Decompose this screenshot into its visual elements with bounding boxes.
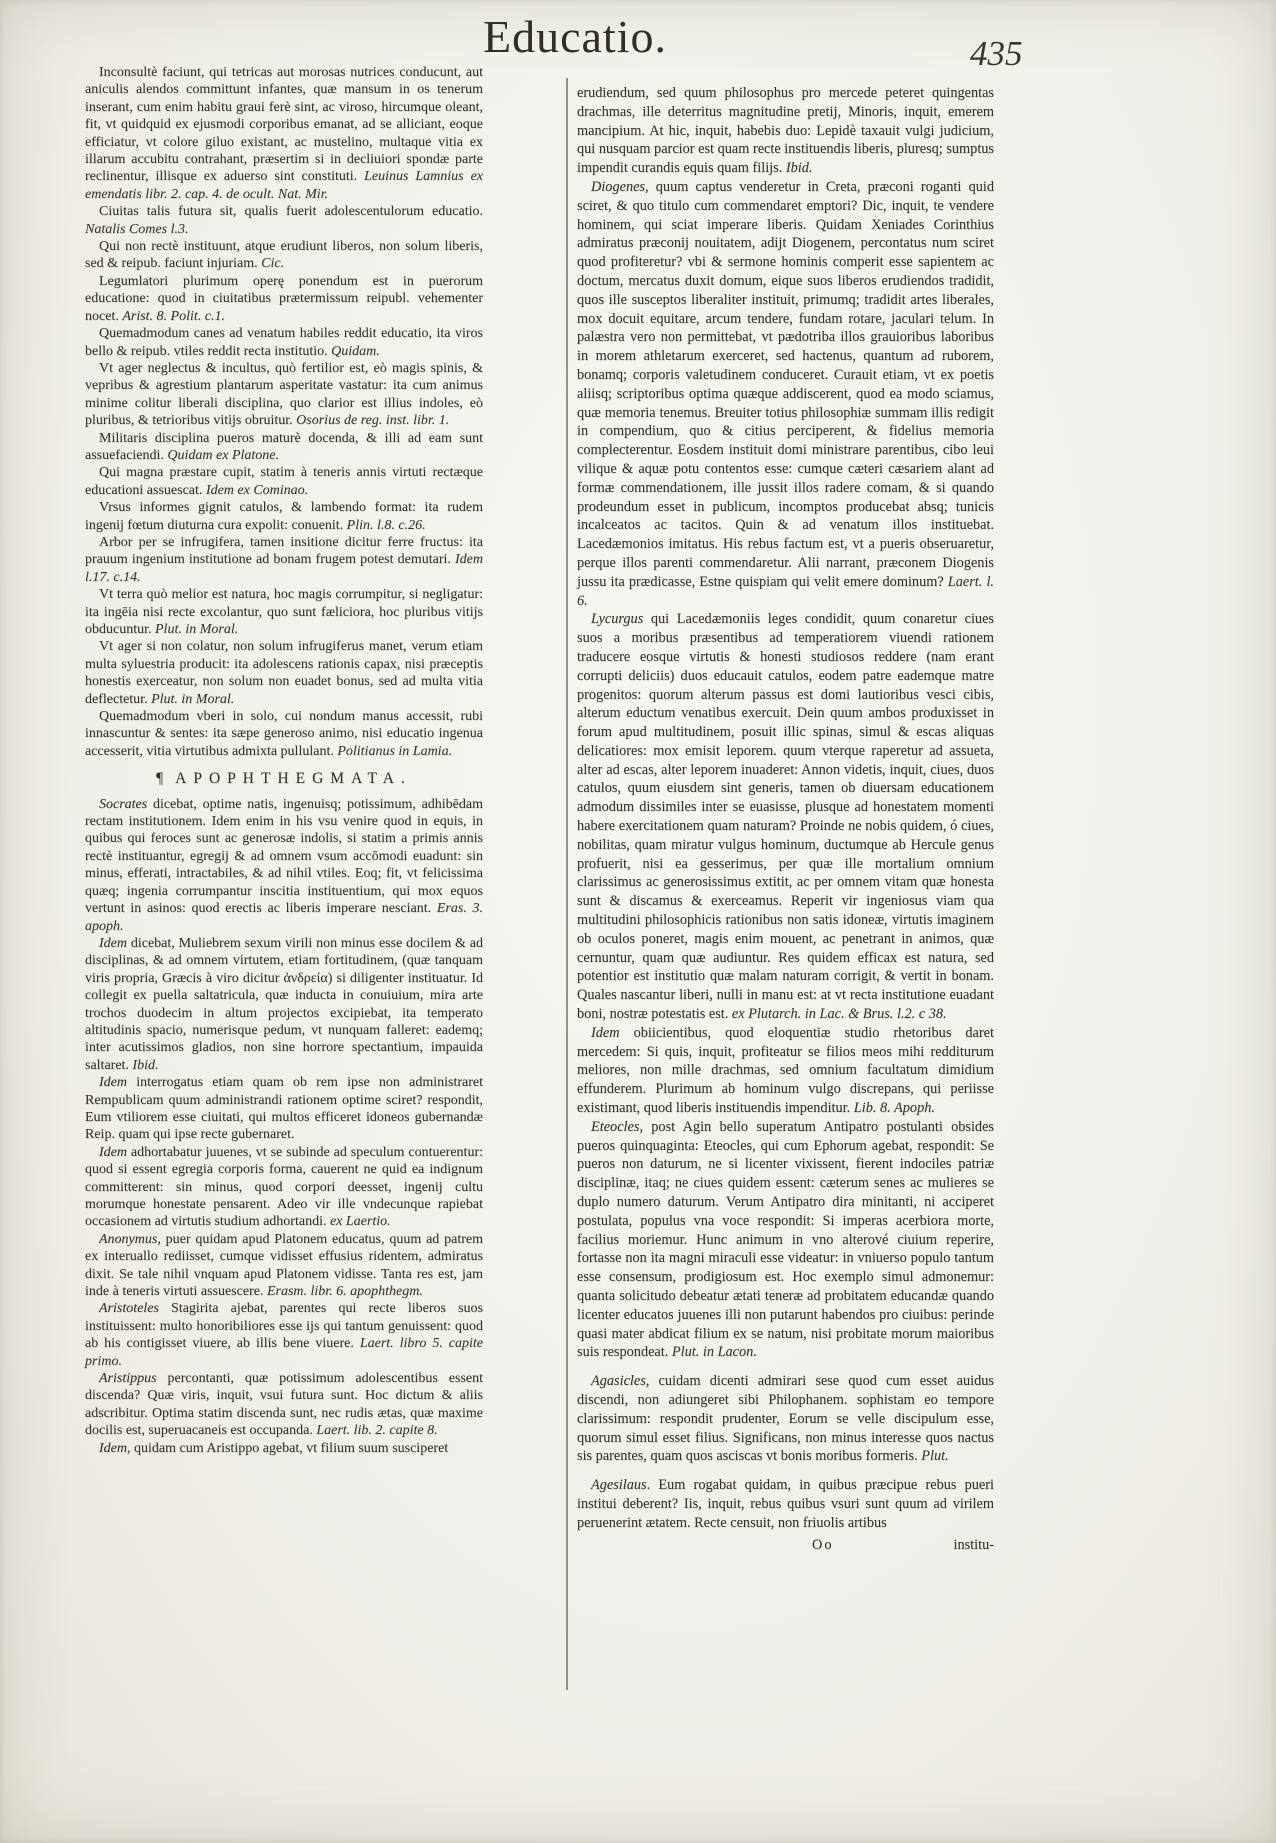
citation: Lib. 8. Apoph.: [853, 1100, 935, 1117]
paragraph: Agesilaus. Eum rogabat quidam, in quibus præcipue rebus pueri institui deberent? Iis, inquit, rebus quibus vsuri sunt quum ad virilem peruenerint ætatem. Recte censuit, non friuolis artibus: [577, 1477, 994, 1531]
lead-word: Diogenes: [591, 178, 645, 195]
paragraph: Ciuitas talis futura sit, qualis fuerit adolescentulorum educatio. Natalis Comes l.3.: [85, 204, 483, 237]
section-heading-text: APOPHTHEGMATA.: [175, 770, 412, 788]
citation: ex Plutarch. in Lac. & Brus. l.2. c 38.: [731, 1006, 947, 1023]
paragraph: Vt ager si non colatur, non solum infrugiferus manet, verum etiam multa syluestria producit: ita adolescens rationis capax, nisi præceptis honestis exerceatur, non solum non euadet bonus, sed ad multa vitia deflectetur. Plut. in Moral.: [85, 639, 483, 707]
citation: Politianus in Lamia.: [337, 743, 453, 759]
section-heading: [85, 770, 483, 787]
pilcrow-mark: ¶: [156, 770, 164, 788]
citation: Laert. libro 5. capite primo.: [85, 1336, 483, 1369]
lead-word: Socrates: [99, 796, 148, 812]
paragraph: Inconsultè faciunt, qui tetricas aut morosas nutrices conducunt, aut aniculis alendos committunt infantes, quæ mansum in os tenerum inserant, cum enim habitu graui ferè sint, ac viroso, hircumque oleant, fit, vt quidquid ex ejusmodi corporibus emanat, ad se alliciant, eoque efficiatur, vt colore giluo existant, ac mustelino, multaque vitia ex illarum accubitu contrahant, præsertim si in decliuiori spondæ parte reclinentur, illisque ex aduerso sint constituti. Leuinus Lamnius ex emendatis libr. 2. cap. 4. de ocult. Nat. Mir.: [85, 65, 483, 202]
paragraph: Vrsus informes gignit catulos, & lambendo format: ita rudem ingenij fœtum diuturna cura expolit: conuenit. Plin. l.8. c.26.: [85, 500, 483, 533]
paragraph: Agasicles, cuidam dicenti admirari sese quod cum esset auidus discendi, non adiungeret sibi Philophanem. sophistam eo tempore clarissimum: respondit prudenter, Eorum se velle discipulum esse, quorum simul esset filius. Significans, non minus interesse quos nactus sis parentes, quam quos asciscas vt bonis moribus formeris. Plut.: [577, 1373, 994, 1465]
left-column: [85, 64, 483, 1457]
paragraph: Qui non rectè instituunt, atque erudiunt liberos, non solum liberis, sed & reipub. faciunt injuriam. Cic.: [85, 239, 483, 272]
lead-word: Lycurgus: [591, 611, 644, 628]
citation: ex Laertio.: [329, 1214, 391, 1230]
paragraph: Legumlatori plurimum operę ponendum est in puerorum educatione: quod in ciuitatibus prætermissum reipubl. vehementer nocet. Arist. 8. Polit. c.1.: [85, 273, 483, 324]
paragraph: Diogenes, quum captus venderetur in Creta, præconi roganti quid sciret, & quo titulo cum commendaret emptori? Dic, inquit, te vendere hominem, qui sciat imperare liberis. Quidam Xeniades Corinthius admiratus præconij nouitatem, adijt Diogenem, percontatus num sciret quod profiteretur? vbi & sermone hominis comperit esse sapientem ac doctum, mercatus duxit domum, eique suos liberos erudiendos tradidit, quos ille susceptos liberaliter instituit, primumq; tradidit artes liberales, mox docuit equitare, arcum tendere, fundam rotare, jaculari telum. In palæstra vero non permittebat, vt pædotriba illos grauioribus laboribus in morem athletarum exerceret, sed hactenus, quantum ad ruborem, bonamq; corporis valetudinem conduceret. Curauit etiam, vt ex poetis aliisq; scriptoribus optima quæque addiscerent, quod ea modo sciamus, quæ memoria tenemus. Breuiter totius philosophiæ summam illis redigit in compendium, quo & citius perciperent, & fidelius memoria complecterentur. Eosdem instituit domi ministrare parentibus, cibo leui vilique & aquæ potu contentos esse: cumque cæteri cæsariem alant ad formæ commendationem, ille jussit illos radere comam, & si quando prodeundum esset in publicum, incomptos producebat absq; tunicis incalceatos ac tacitos. Quin & ad venatum illos instituebat. Lacedæmonios imitatus. His rebus factum est, vt a pueris obseruaretur, perque illos parenti commendaretur. Alii narrant, præconem Diogenis jussu ita prædicasse, Estne quispiam qui velit emere dominum? Laert. l. 6.: [577, 178, 994, 609]
paragraph: Idem interrogatus etiam quam ob rem ipse non administraret Rempublicam quum administrandi rationem optime sciret? respondit, Eum vtiliorem esse ciuitati, qui multos efficeret idoneos gubernandæ Reip. quam qui ipse recte gubernaret.: [85, 1075, 483, 1143]
citation: Arist. 8. Polit. c.1.: [122, 308, 225, 324]
lead-word: Agasicles: [591, 1373, 646, 1390]
right-column: [577, 84, 994, 1554]
paragraph: Aristoteles Stagirita ajebat, parentes qui recte liberos suos instituissent: multo honoribiliores esse ijs qui tantum genuissent: quod ab his contigisset viuere, ab illis bene viuere. Laert. libro 5. capite primo.: [85, 1301, 483, 1369]
citation: Plut. in Moral.: [151, 691, 235, 707]
citation: Plut.: [921, 1448, 949, 1465]
paragraph: Militaris disciplina pueros maturè docenda, & illi ad eam sunt assuefaciendi. Quidam ex Platone.: [85, 430, 483, 463]
citation: Ibid.: [132, 1057, 159, 1073]
paragraph: Vt ager neglectus & incultus, quò fertilior est, eò magis spinis, & vepribus & agrestium plantarum asperitate vastatur: ita cum animus minime colitur liberali disciplina, quo clarior est illius indoles, eò pluribus, & tetrioribus vitijs obruitur. Osorius de reg. inst. libr. 1.: [85, 360, 483, 429]
signature-mark: Oo: [812, 1536, 834, 1553]
catchword: institu-: [953, 1536, 994, 1553]
paragraph: Quemadmodum canes ad venatum habiles reddit educatio, ita viros bello & reipub. vtiles reddit recta institutio. Quidam.: [85, 326, 483, 359]
paragraph: Qui magna præstare cupit, statim à teneris annis virtuti rectæque educationi assuescat. Idem ex Cominao.: [85, 465, 483, 498]
citation: Idem ex Cominao.: [205, 482, 309, 498]
citation: Quidam ex Platone.: [167, 447, 280, 463]
lead-word: Agesilaus: [591, 1477, 647, 1494]
citation: Laert. lib. 2. capite 8.: [316, 1423, 438, 1439]
citation: Quidam.: [331, 343, 380, 359]
lead-word: Anonymus: [99, 1231, 158, 1247]
lead-word: Aristippus: [99, 1371, 157, 1387]
citation: Plut. in Moral.: [155, 622, 239, 637]
paragraph: Idem obiicientibus, quod eloquentiæ studio rhetoribus daret mercedem: Si quis, inquit, profiteatur se filios meos mihi redditurum meliores, non mille drachmas, sed omnium facultatum dimidium effunderem. Plurimum ab hominum vulgo discrepans, qui periisse existimant, quod liberis instituendis impenditur. Lib. 8. Apoph.: [577, 1024, 994, 1117]
citation: Plin. l.8. c.26.: [346, 517, 426, 533]
citation: Erasm. libr. 6. apophthegm.: [266, 1284, 423, 1300]
paragraph: Idem adhortabatur juuenes, vt se subinde ad speculum contuerentur: quod si essent egregia corporis forma, cauerent ne quid ea indignum committerent: sin minus, quod corpori deesset, ingenij cultu morumque honestate pensarent. Adeo vir ille vndecunque rapiebat occasionem ad virtutis studium adhortandi. ex Laertio.: [85, 1144, 483, 1230]
citation: Cic.: [261, 256, 285, 272]
citation: Eras. 3. apoph.: [85, 901, 483, 934]
lead-word: Idem: [99, 1440, 127, 1456]
lead-word: Eteocles: [591, 1118, 640, 1135]
signature-row: [577, 1536, 994, 1555]
paragraph: Arbor per se infrugifera, tamen insitione dicitur ferre fructus: ita prauum ingenium institutione ad bonam frugem potest demutari. Idem l.17. c.14.: [85, 534, 484, 585]
lead-word: Idem: [591, 1024, 620, 1041]
page-number: 435: [970, 34, 1023, 73]
paragraph: Idem dicebat, Muliebrem sexum virili non minus esse docilem & ad disciplinas, & ad omnem virtutem, etiam fortitudinem, (quæ tanquam viris propria, Græcis à viro dicitur ἀνδρεία) si diligenter instituatur. Id collegit ex puella saltatricula, quæ inducta in conuiuium, mira arte trochos duodecim in altum projectos excipiebat, ita temperato altitudinis spacio, numerisque pedum, vt nunquam falleret: eademq; inter acutissimos gladios, non sine horrore spectantium, impauida saltaret. Ibid.: [85, 935, 483, 1073]
paragraph: Quemadmodum vberi in solo, cui nondum manus accessit, rubi innascuntur & sentes: ita sæpe generoso animo, nisi educatio ingenua accesserit, vitia virtutibus admixta pullulant. Politianus in Lamia.: [85, 709, 483, 759]
page-title: Educatio.: [483, 11, 667, 62]
paragraph: Anonymus, puer quidam apud Platonem educatus, quum ad patrem ex interuallo rediisset, cumque vidisset effusius ridentem, admiratus dixit. Se tale nihil vnquam apud Platonem vidisse. Tanta res est, jam inde à teneris virtuti assuescere. Erasm. libr. 6. apophthegm.: [85, 1231, 483, 1300]
paragraph: erudiendum, sed quum philosophus pro mercede peteret quingentas drachmas, ille deterritus magnitudine pretij, Minoris, inquit, emerem mancipium. At hic, inquit, habebis duo: Lepidè taxauit vulgi judicium, qui nusquam parcior est quam recte instituendis liberis, pluresq; sumptus impendit curandis equis quam filijs. Ibid.: [577, 85, 994, 177]
lead-word: Idem: [99, 935, 127, 951]
paragraph: Aristippus percontanti, quæ potissimum adolescentibus essent discenda? Quæ viris, inquit, vsui futura sunt. Hoc dictum & aliis adscribitur. Optima statim discenda sunt, nec rudis ætas, quæ maxime docilis est, superuacaneis est occupanda. Laert. lib. 2. capite 8.: [85, 1371, 483, 1439]
citation: Ibid.: [785, 160, 813, 177]
citation: Osorius de reg. inst. libr. 1.: [296, 413, 450, 429]
citation: Leuinus Lamnius ex emendatis libr. 2. cap. 4. de ocult. Nat. Mir.: [85, 169, 483, 202]
paragraph: Vt terra quò melior est natura, hoc magis corrumpitur, si negligatur: ita ingēia nisi recte excolantur, quo sunt fæliciora, hoc pluribus vitijs obducuntur. Plut. in Moral.: [85, 587, 483, 637]
paragraph: Idem, quidam cum Aristippo agebat, vt filium suum susciperet: [99, 1440, 449, 1456]
citation: Laert. l. 6.: [577, 573, 994, 609]
lead-word: Aristoteles: [99, 1301, 159, 1317]
citation: Idem l.17. c.14.: [85, 552, 484, 585]
citation: Natalis Comes l.3.: [85, 221, 189, 237]
paragraph: Socrates dicebat, optime natis, ingenuisq; potissimum, adhibēdam rectam institutionem. Idem enim in his vsu venire quod in equis, in quibus qui feroces sunt ac generosæ indolis, si statim a primis annis rectè instituantur, egregij & ad omnem vsum accōmodi euadunt: sin minus, efferati, intractabiles, & ad nihil vtiles. Eoq; fit, vt felicissima quæq; ingenia corrumpantur inscitia instituentium, qui mox equos vertunt in asinos: quod erectis ac liberis imperare nesciant. Eras. 3. apoph.: [85, 796, 483, 934]
paragraph: Eteocles, post Agin bello superatum Antipatro postulanti obsides pueros quinquaginta: Eteocles, qui cum Ephorum agebat, respondit: Se pueros non daturum, ne si licenter vixissent, fierent indociles patriæ disciplinæ, itaq; ne ciues quidem essent: cæterum senes ac mulieres se duplo numero daturum. Verum Antipatro dira minitanti, ni acciperet postulata, populus vna voce respondit: Si imperas acerbiora morte, facilius moriemur. Hunc animum in vno alterové ciuium reperire, fortasse non ita magni miraculi esse videatur: in vniuerso populo tantum esse consensum, prodigiosum est. Hoc exemplo simul admonemur: quanta solicitudo debeatur ætati teneræ ad probitatem educandæ quando licenter educatos juuenes illi non putarunt habendos pro ciuibus: perinde quasi mater abdicat filium ex se natum, nisi probitate morum maioribus suis respondeat. Plut. in Lacon.: [577, 1118, 994, 1361]
lead-word: Idem: [99, 1075, 127, 1091]
lead-word: Idem: [99, 1144, 127, 1160]
citation: Plut. in Lacon.: [671, 1344, 757, 1361]
paragraph: Lycurgus qui Lacedæmoniis leges condidit, quum conaretur ciues suos a moribus præsentibus ad temperatiorem viuendi rationem traducere eosque virtutis & honesti studiosos reddere (nam erant corrupti deliciis) duos educauit catulos, eodem patre eademque matre progenitos: quorum alterum passus est domi lautioribus vesci cibis, alterum eductum venatibus exercuit. Dein quum ambos produxisset in forum apud multitudinem, posuit illic spinas, simul & escas aliquas delicatiores: mox emisit leporem. quum vterque raperetur ad assueta, alter ad escas, alter leporem inuaderet: Annon videtis, inquit, ciues, duos catulos, quum eiusdem sint generis, tamen ob diuersam educationem admodum dissimiles inter se euasisse, plusque ad honestatem momenti habere exercitationem quam naturam? Proinde ne nobis quidem, ó ciues, nobilitas, quam miratur vulgus hominum, ductumque ab Hercule genus profuerit, nisi ea gesserimus, per quæ ille mortalium omnium clarissimus ac generosissimus extitit, ac per omnem vitam quæ honesta sunt & discamus & exerceamus. Reperit vir ingeniosus viam qua multitudini philosophicis rationibus non satis idoneæ, virtutis imaginem ob oculos poneret, magis enim mouent, ac penetrant in animos, quæ cernuntur, quam quæ audiuntur. Res quidem efficax est natura, sed potentior est institutio quæ malam naturam corrigit, & vertit in bonam. Quales nascantur liberi, nulli in manu est: at vt recta institutione euadant boni, nostræ potestatis est. ex Plutarch. in Lac. & Brus. l.2. c 38.: [577, 611, 994, 1023]
column-divider: [566, 78, 568, 1690]
